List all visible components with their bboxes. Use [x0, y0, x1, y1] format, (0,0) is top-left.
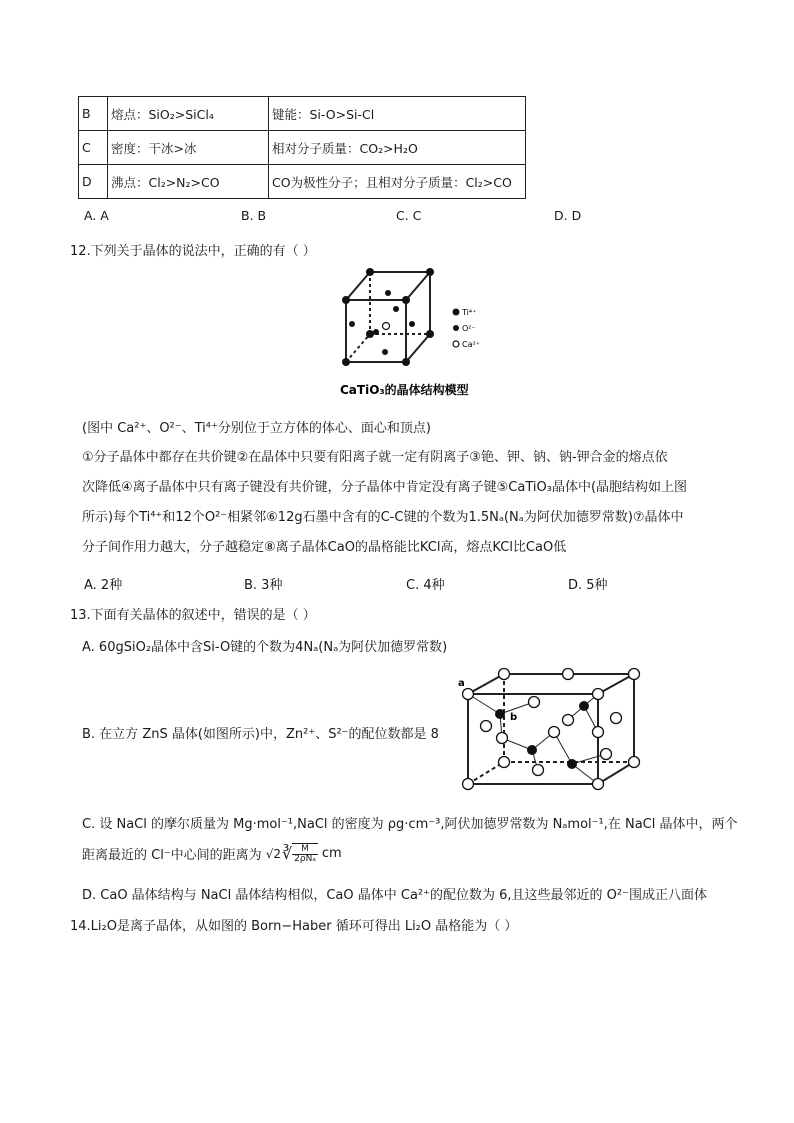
q12-option-a: A. 2种 — [84, 578, 123, 593]
q11-option-b: B. B — [241, 208, 267, 223]
frac-numerator: M — [292, 845, 318, 855]
q13-option-d: D. CaO 晶体结构与 NaCl 晶体结构相似，CaO 晶体中 Ca²⁺的配位数为 6,且这些最邻近的 O²⁻围成正八面体 — [82, 888, 707, 903]
c2-prefix: 距离最近的 Cl⁻中心间的距离为 — [82, 848, 262, 863]
q12-option-d: D. 5种 — [568, 578, 608, 593]
q11-option-c: C. C — [396, 208, 422, 223]
q13-option-c-line1: C. 设 NaCl 的摩尔质量为 Mg·mol⁻¹,NaCl 的密度为 ρg·cm⁻³,阿伏加德罗常数为 Nₐmol⁻¹,在 NaCl 晶体中，两个 — [82, 817, 738, 832]
table-row — [79, 131, 526, 165]
row-reason: 相对分子质量：CO₂>H₂O — [269, 131, 526, 165]
q12-note: (图中 Ca²⁺、O²⁻、Ti⁴⁺分别位于立方体的体心、面心和顶点) — [82, 421, 431, 436]
table-row — [79, 165, 526, 199]
q13-option-a: A. 60gSiO₂晶体中含Si-O键的个数为4Nₐ(Nₐ为阿伏加德罗常数) — [82, 640, 448, 655]
q11-options-table — [78, 96, 526, 199]
figure-caption: CaTiO₃的晶体结构模型 — [340, 383, 469, 397]
q12-option-c: C. 4种 — [406, 578, 445, 593]
row-property: 熔点：SiO₂>SiCl₄ — [108, 97, 269, 131]
q11-option-d: D. D — [554, 208, 582, 223]
q12-line: 次降低④离子晶体中只有离子键没有共价键，分子晶体中肯定没有离子键⑤CaTiO₃晶体中(晶胞结构如上图 — [82, 480, 688, 495]
fig-label-b: b — [510, 712, 518, 723]
q12-line: 所示)每个Ti⁴⁺和12个O²⁻相紧邻⑥12g石墨中含有的C-C键的个数为1.5Nₐ(Nₐ为阿伏加德罗常数)⑦晶体中 — [82, 510, 684, 525]
sqrt-expression: √2 ∛ $\frac{M}{\text{2ρNₐ}}$ — [265, 844, 316, 864]
q12-line: 分子间作用力越大，分子越稳定⑧离子晶体CaO的晶格能比KCl高，熔点KCl比CaO低 — [82, 540, 567, 555]
q13-option-b: B. 在立方 ZnS 晶体(如图所示)中，Zn²⁺、S²⁻的配位数都是 8 — [82, 727, 439, 742]
row-letter: D — [79, 165, 108, 199]
catio3-crystal-figure — [330, 264, 490, 404]
zns-crystal-figure — [456, 666, 646, 796]
row-reason: CO为极性分子；且相对分子质量：Cl₂>CO — [269, 165, 526, 199]
fig-label-a: a — [458, 678, 465, 689]
c2-unit: cm — [321, 846, 342, 861]
table-row — [79, 97, 526, 131]
row-reason: 键能：Si-O>Si-Cl — [269, 97, 526, 131]
legend-ti: Ti⁴⁺ — [462, 308, 477, 317]
row-letter: B — [79, 97, 108, 131]
legend-ca: Ca²⁺ — [462, 340, 480, 349]
q12-stem: 12.下列关于晶体的说法中，正确的有（ ） — [70, 244, 316, 259]
row-letter: C — [79, 131, 108, 165]
legend-o: O²⁻ — [462, 324, 476, 333]
q12-statements — [82, 443, 722, 563]
q11-option-a: A. A — [84, 208, 109, 223]
q14-stem: 14.Li₂O是离子晶体，从如图的 Born−Haber 循环可得出 Li₂O 晶格能为（ ） — [70, 919, 518, 934]
row-property: 沸点：Cl₂>N₂>CO — [108, 165, 269, 199]
q12-line: ①分子晶体中都存在共价键②在晶体中只要有阳离子就一定有阴离子③铯、钾、钠、钠-钾合金的熔点依 — [82, 450, 668, 465]
q13-stem: 13.下面有关晶体的叙述中，错误的是（ ） — [70, 608, 316, 623]
q12-option-b: B. 3种 — [244, 578, 283, 593]
row-property: 密度：干冰>冰 — [108, 131, 269, 165]
q13-option-c-line2 — [82, 843, 342, 864]
frac-denominator: 2ρNₐ — [294, 854, 316, 864]
